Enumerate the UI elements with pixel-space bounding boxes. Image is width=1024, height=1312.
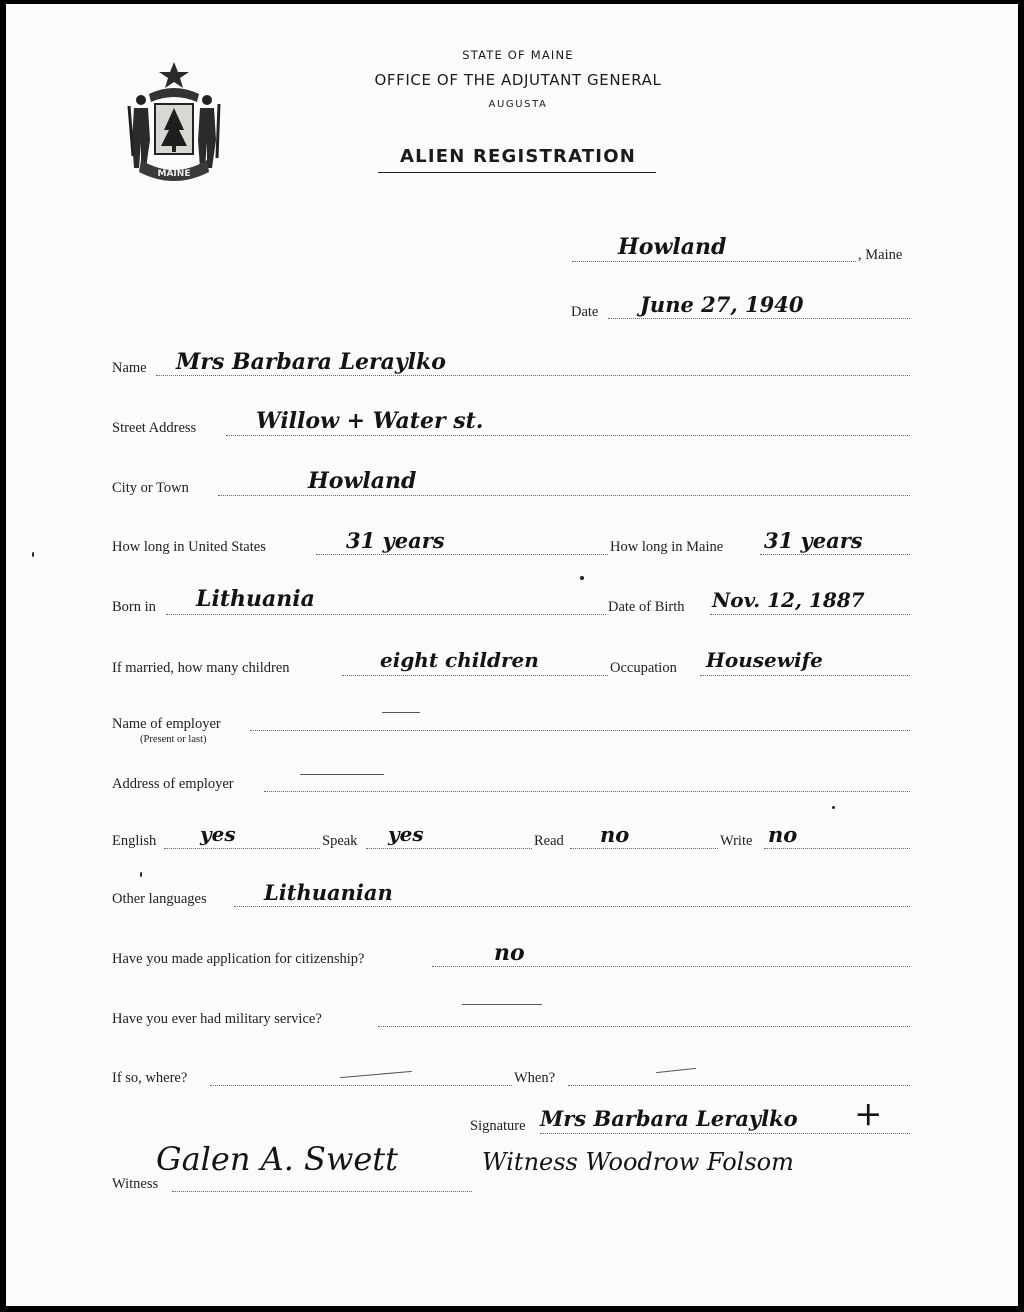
street-label: Street Address bbox=[112, 420, 197, 436]
us-time-value[interactable]: 31 years bbox=[346, 528, 445, 553]
military-line bbox=[378, 1026, 910, 1027]
name-label: Name bbox=[112, 360, 147, 376]
signature-mark: + bbox=[854, 1094, 883, 1134]
speak-line bbox=[366, 848, 532, 849]
scan-speck bbox=[32, 552, 34, 557]
when-blank-dash bbox=[656, 1068, 696, 1073]
registration-form bbox=[6, 4, 1018, 1306]
city-line bbox=[218, 495, 910, 496]
title-underline bbox=[378, 172, 656, 173]
us-time-line bbox=[316, 554, 608, 555]
witness1-signature[interactable]: Galen A. Swett bbox=[156, 1140, 399, 1178]
signature-label: Signature bbox=[470, 1118, 526, 1134]
dob-line bbox=[710, 614, 910, 615]
date-line bbox=[608, 318, 910, 319]
citizenship-value[interactable]: no bbox=[494, 940, 525, 966]
employer-address-label: Address of employer bbox=[112, 776, 234, 792]
name-value[interactable]: Mrs Barbara Leraylko bbox=[176, 349, 446, 375]
read-label: Read bbox=[534, 833, 564, 849]
us-time-label: How long in United States bbox=[112, 539, 266, 555]
when-label: When? bbox=[514, 1070, 556, 1086]
when-line bbox=[568, 1085, 910, 1086]
maine-time-label: How long in Maine bbox=[610, 539, 724, 555]
employer-address-dash bbox=[300, 774, 384, 775]
write-label: Write bbox=[720, 833, 753, 849]
town-value[interactable]: Howland bbox=[618, 234, 727, 260]
english-value[interactable]: yes bbox=[200, 822, 236, 846]
dob-value[interactable]: Nov. 12, 1887 bbox=[712, 588, 865, 612]
other-languages-line bbox=[234, 906, 910, 907]
employer-label: Name of employer bbox=[112, 716, 221, 732]
children-value[interactable]: eight children bbox=[380, 648, 539, 672]
maine-time-line bbox=[760, 554, 910, 555]
header-state: STATE OF MAINE bbox=[462, 48, 574, 62]
date-value[interactable]: June 27, 1940 bbox=[640, 292, 804, 317]
dob-label: Date of Birth bbox=[608, 599, 685, 615]
employer-blank-dash bbox=[382, 712, 420, 713]
citizenship-line bbox=[432, 966, 910, 967]
occupation-value[interactable]: Housewife bbox=[706, 648, 823, 672]
witness-label: Witness bbox=[112, 1176, 159, 1192]
street-value[interactable]: Willow + Water st. bbox=[256, 408, 484, 434]
english-label: English bbox=[112, 833, 157, 849]
speak-label: Speak bbox=[322, 833, 358, 849]
born-line bbox=[166, 614, 606, 615]
military-blank-dash bbox=[462, 1004, 542, 1005]
witness2-signature[interactable]: Witness Woodrow Folsom bbox=[482, 1148, 794, 1176]
employer-address-line bbox=[264, 791, 910, 792]
occupation-line bbox=[700, 675, 910, 676]
speak-value[interactable]: yes bbox=[388, 822, 424, 846]
children-line bbox=[342, 675, 608, 676]
other-languages-label: Other languages bbox=[112, 891, 207, 907]
born-value[interactable]: Lithuania bbox=[196, 586, 315, 612]
where-blank-dash bbox=[340, 1071, 412, 1078]
read-line bbox=[570, 848, 718, 849]
signature-value[interactable]: Mrs Barbara Leraylko bbox=[540, 1106, 798, 1131]
scan-speck bbox=[140, 872, 142, 877]
form-title: ALIEN REGISTRATION bbox=[400, 146, 636, 167]
town-line bbox=[572, 261, 856, 262]
military-label: Have you ever had military service? bbox=[112, 1011, 322, 1027]
seal-banner-text: MAINE bbox=[157, 169, 191, 179]
scan-speck bbox=[832, 806, 835, 809]
read-value[interactable]: no bbox=[600, 822, 630, 847]
occupation-label: Occupation bbox=[610, 660, 677, 676]
employer-line bbox=[250, 730, 910, 731]
name-line bbox=[156, 375, 910, 376]
write-line bbox=[764, 848, 910, 849]
city-value[interactable]: Howland bbox=[308, 468, 417, 494]
where-label: If so, where? bbox=[112, 1070, 188, 1086]
city-label: City or Town bbox=[112, 480, 189, 496]
date-label: Date bbox=[571, 304, 599, 320]
maine-label: , Maine bbox=[858, 247, 903, 263]
english-line bbox=[164, 848, 320, 849]
witness-line bbox=[172, 1191, 472, 1192]
maine-time-value[interactable]: 31 years bbox=[764, 528, 863, 553]
other-languages-value[interactable]: Lithuanian bbox=[264, 880, 393, 905]
header-office: OFFICE OF THE ADJUTANT GENERAL bbox=[374, 71, 662, 89]
scan-speck bbox=[580, 576, 584, 580]
street-line bbox=[226, 435, 910, 436]
citizenship-label: Have you made application for citizenship? bbox=[112, 951, 365, 967]
write-value[interactable]: no bbox=[768, 822, 798, 847]
born-label: Born in bbox=[112, 599, 156, 615]
employer-sub-label: (Present or last) bbox=[140, 734, 207, 745]
children-label: If married, how many children bbox=[112, 660, 290, 676]
header-city: AUGUSTA bbox=[488, 99, 548, 110]
where-line bbox=[210, 1085, 512, 1086]
